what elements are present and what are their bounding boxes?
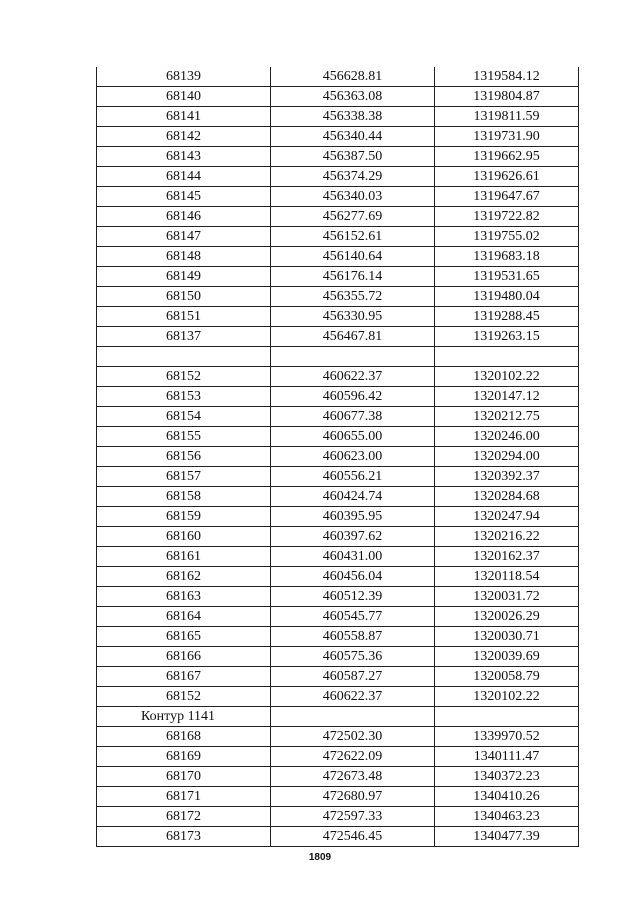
point-number-cell: 68169 (97, 747, 271, 767)
x-coordinate-cell: 460424.74 (271, 487, 435, 507)
y-coordinate-cell: 1319811.59 (435, 107, 579, 127)
x-coordinate-cell: 456355.72 (271, 287, 435, 307)
table-row (97, 507, 579, 527)
x-coordinate-cell: 460545.77 (271, 607, 435, 627)
y-coordinate-cell: 1320392.37 (435, 467, 579, 487)
point-number-cell: 68148 (97, 247, 271, 267)
table-row (97, 67, 579, 87)
page-number: 1809 (308, 852, 332, 863)
y-coordinate-cell: 1320030.71 (435, 627, 579, 647)
point-number-cell: 68164 (97, 607, 271, 627)
contour-label-cell: Контур 1141 (97, 707, 271, 727)
point-number-cell: 68160 (97, 527, 271, 547)
x-coordinate-cell: 456374.29 (271, 167, 435, 187)
x-coordinate-cell: 456277.69 (271, 207, 435, 227)
table-row (97, 207, 579, 227)
y-coordinate-cell: 1340463.23 (435, 807, 579, 827)
point-number-cell: 68144 (97, 167, 271, 187)
y-coordinate-cell: 1339970.52 (435, 727, 579, 747)
x-coordinate-cell: 460558.87 (271, 627, 435, 647)
y-coordinate-cell: 1340372.23 (435, 767, 579, 787)
x-coordinate-cell: 456467.81 (271, 327, 435, 347)
point-number-cell: 68163 (97, 587, 271, 607)
point-number-cell: 68155 (97, 427, 271, 447)
x-coordinate-cell: 460397.62 (271, 527, 435, 547)
y-coordinate-cell: 1320058.79 (435, 667, 579, 687)
point-number-cell: 68167 (97, 667, 271, 687)
point-number-cell: 68165 (97, 627, 271, 647)
point-number-cell: 68149 (97, 267, 271, 287)
x-coordinate-cell: 472622.09 (271, 747, 435, 767)
y-coordinate-cell: 1319662.95 (435, 147, 579, 167)
x-coordinate-cell: 460456.04 (271, 567, 435, 587)
table-row (97, 307, 579, 327)
table-row (97, 387, 579, 407)
y-coordinate-cell: 1319722.82 (435, 207, 579, 227)
table-row (97, 127, 579, 147)
table-row (97, 687, 579, 707)
point-number-cell: 68161 (97, 547, 271, 567)
y-coordinate-cell: 1320118.54 (435, 567, 579, 587)
table-row (97, 227, 579, 247)
point-number-cell: 68172 (97, 807, 271, 827)
y-coordinate-cell: 1320102.22 (435, 367, 579, 387)
table-row (97, 747, 579, 767)
point-number-cell: 68141 (97, 107, 271, 127)
x-coordinate-cell: 460622.37 (271, 367, 435, 387)
table-row (97, 707, 579, 727)
x-coordinate-cell: 456152.61 (271, 227, 435, 247)
table-row (97, 467, 579, 487)
y-coordinate-cell: 1319683.18 (435, 247, 579, 267)
table-row (97, 567, 579, 587)
point-number-cell: 68150 (97, 287, 271, 307)
y-coordinate-cell: 1320247.94 (435, 507, 579, 527)
x-coordinate-cell: 456387.50 (271, 147, 435, 167)
table-row (97, 547, 579, 567)
y-coordinate-cell: 1340111.47 (435, 747, 579, 767)
y-coordinate-cell: 1320284.68 (435, 487, 579, 507)
table-row (97, 727, 579, 747)
y-coordinate-cell: 1319480.04 (435, 287, 579, 307)
y-coordinate-cell: 1319288.45 (435, 307, 579, 327)
y-coordinate-cell: 1320162.37 (435, 547, 579, 567)
point-number-cell: 68140 (97, 87, 271, 107)
point-number-cell: 68143 (97, 147, 271, 167)
coordinates-table-sheet (96, 67, 578, 847)
point-number-cell: 68166 (97, 647, 271, 667)
table-row (97, 647, 579, 667)
table-row (97, 787, 579, 807)
x-coordinate-cell: 460596.42 (271, 387, 435, 407)
table-row (97, 107, 579, 127)
table-row (97, 347, 579, 367)
table-row (97, 607, 579, 627)
x-coordinate-cell: 456338.38 (271, 107, 435, 127)
x-coordinate-cell (271, 347, 435, 367)
table-row (97, 247, 579, 267)
table-row (97, 267, 579, 287)
empty-cell (435, 707, 579, 727)
point-number-cell: 68157 (97, 467, 271, 487)
x-coordinate-cell: 456330.95 (271, 307, 435, 327)
x-coordinate-cell: 456340.03 (271, 187, 435, 207)
y-coordinate-cell: 1340477.39 (435, 827, 579, 847)
y-coordinate-cell: 1320246.00 (435, 427, 579, 447)
point-number-cell: 68147 (97, 227, 271, 247)
y-coordinate-cell: 1319531.65 (435, 267, 579, 287)
x-coordinate-cell: 460655.00 (271, 427, 435, 447)
coordinates-table (96, 67, 579, 847)
table-row (97, 287, 579, 307)
point-number-cell: 68146 (97, 207, 271, 227)
x-coordinate-cell: 460556.21 (271, 467, 435, 487)
x-coordinate-cell: 472597.33 (271, 807, 435, 827)
table-row (97, 627, 579, 647)
x-coordinate-cell: 472502.30 (271, 727, 435, 747)
point-number-cell: 68152 (97, 687, 271, 707)
table-row (97, 407, 579, 427)
y-coordinate-cell: 1320031.72 (435, 587, 579, 607)
point-number-cell: 68162 (97, 567, 271, 587)
point-number-cell: 68168 (97, 727, 271, 747)
x-coordinate-cell: 472546.45 (271, 827, 435, 847)
empty-cell (271, 707, 435, 727)
table-row (97, 327, 579, 347)
y-coordinate-cell: 1320026.29 (435, 607, 579, 627)
point-number-cell: 68159 (97, 507, 271, 527)
point-number-cell: 68142 (97, 127, 271, 147)
table-row (97, 487, 579, 507)
x-coordinate-cell: 460431.00 (271, 547, 435, 567)
y-coordinate-cell: 1319731.90 (435, 127, 579, 147)
y-coordinate-cell: 1319584.12 (435, 67, 579, 87)
table-row (97, 87, 579, 107)
table-row (97, 427, 579, 447)
y-coordinate-cell: 1319263.15 (435, 327, 579, 347)
x-coordinate-cell: 456628.81 (271, 67, 435, 87)
y-coordinate-cell: 1320212.75 (435, 407, 579, 427)
y-coordinate-cell: 1320216.22 (435, 527, 579, 547)
point-number-cell: 68173 (97, 827, 271, 847)
y-coordinate-cell: 1320147.12 (435, 387, 579, 407)
table-row (97, 147, 579, 167)
point-number-cell: 68158 (97, 487, 271, 507)
table-row (97, 167, 579, 187)
x-coordinate-cell: 456140.64 (271, 247, 435, 267)
y-coordinate-cell: 1319804.87 (435, 87, 579, 107)
y-coordinate-cell (435, 347, 579, 367)
x-coordinate-cell: 460587.27 (271, 667, 435, 687)
x-coordinate-cell: 456340.44 (271, 127, 435, 147)
table-row (97, 187, 579, 207)
point-number-cell (97, 347, 271, 367)
x-coordinate-cell: 460623.00 (271, 447, 435, 467)
point-number-cell: 68145 (97, 187, 271, 207)
coordinates-table-body (97, 67, 579, 847)
table-row (97, 527, 579, 547)
y-coordinate-cell: 1320102.22 (435, 687, 579, 707)
point-number-cell: 68154 (97, 407, 271, 427)
point-number-cell: 68152 (97, 367, 271, 387)
point-number-cell: 68137 (97, 327, 271, 347)
point-number-cell: 68139 (97, 67, 271, 87)
table-row (97, 587, 579, 607)
table-row (97, 807, 579, 827)
point-number-cell: 68156 (97, 447, 271, 467)
x-coordinate-cell: 460575.36 (271, 647, 435, 667)
table-row (97, 367, 579, 387)
point-number-cell: 68151 (97, 307, 271, 327)
table-row (97, 447, 579, 467)
y-coordinate-cell: 1319647.67 (435, 187, 579, 207)
x-coordinate-cell: 460512.39 (271, 587, 435, 607)
table-row (97, 767, 579, 787)
point-number-cell: 68170 (97, 767, 271, 787)
table-row (97, 667, 579, 687)
point-number-cell: 68171 (97, 787, 271, 807)
y-coordinate-cell: 1319755.02 (435, 227, 579, 247)
y-coordinate-cell: 1320294.00 (435, 447, 579, 467)
x-coordinate-cell: 460395.95 (271, 507, 435, 527)
x-coordinate-cell: 460677.38 (271, 407, 435, 427)
point-number-cell: 68153 (97, 387, 271, 407)
table-row (97, 827, 579, 847)
x-coordinate-cell: 472680.97 (271, 787, 435, 807)
y-coordinate-cell: 1319626.61 (435, 167, 579, 187)
y-coordinate-cell: 1340410.26 (435, 787, 579, 807)
y-coordinate-cell: 1320039.69 (435, 647, 579, 667)
x-coordinate-cell: 456363.08 (271, 87, 435, 107)
x-coordinate-cell: 456176.14 (271, 267, 435, 287)
x-coordinate-cell: 472673.48 (271, 767, 435, 787)
x-coordinate-cell: 460622.37 (271, 687, 435, 707)
